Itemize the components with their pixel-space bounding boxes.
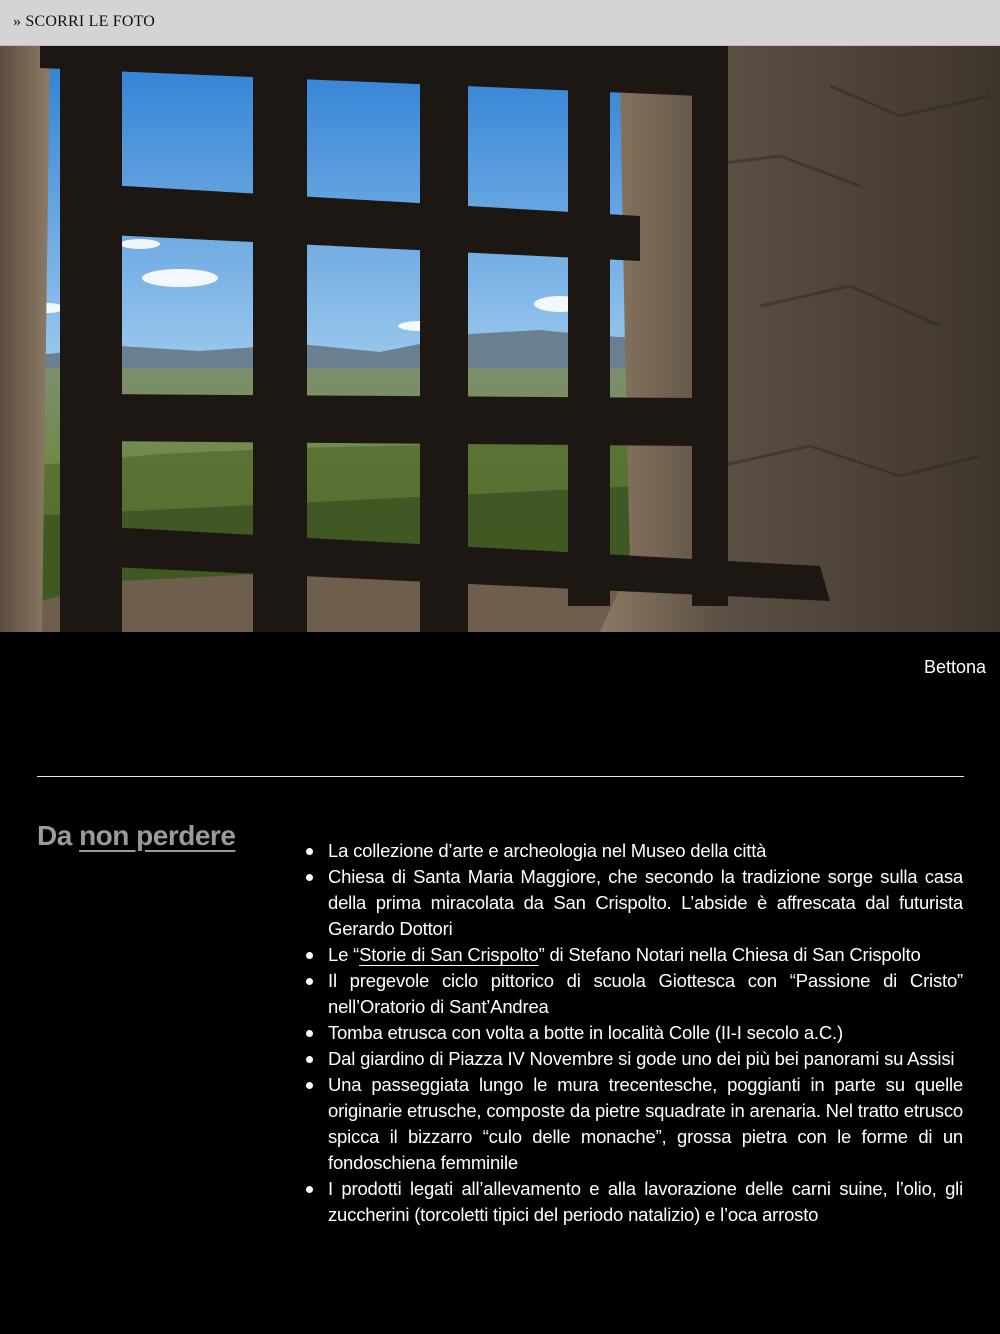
list-item: La collezione d’arte e archeologia nel Museo della città	[305, 838, 963, 864]
list-item: Le “Storie di San Crispolto” di Stefano Notari nella Chiesa di San Crispolto	[305, 942, 963, 968]
list-item: Tomba etrusca con volta a botte in località Colle (II-I secolo a.C.)	[305, 1020, 963, 1046]
section-title-prefix: Da	[37, 820, 72, 851]
photo-caption: Bettona	[923, 657, 986, 677]
photo-bettona-window	[0, 46, 1000, 632]
list-item: Il pregevole ciclo pittorico di scuola Giottesca con “Passione di Cristo” nell’Oratorio di Sant’Andrea	[305, 968, 963, 1020]
list-item: Dal giardino di Piazza IV Novembre si gode uno dei più bei panorami su Assisi	[305, 1046, 963, 1072]
section-title	[37, 820, 235, 852]
highlights-list	[305, 838, 963, 1228]
list-item: Una passeggiata lungo le mura trecentesche, poggianti in parte su quelle originarie etrusche, composte da pietre squadrate in arenaria. Nel tratto etrusco spicca il bizzarro “culo delle monache”, grossa pietra con le forme di un fondoschiena femminile	[305, 1072, 963, 1176]
section-title-link[interactable]: non perdere	[79, 820, 236, 851]
scroll-photos-link[interactable]: » SCORRI LE FOTO	[13, 13, 156, 30]
list-item: Chiesa di Santa Maria Maggiore, che secondo la tradizione sorge sulla casa della prima miracolata da San Crispolto. L’abside è affrescata dal futurista Gerardo Dottori	[305, 864, 963, 942]
top-bar	[0, 0, 1000, 46]
storie-san-crispolto-link[interactable]: Storie di San Crispolto	[359, 944, 539, 965]
section-divider	[37, 776, 964, 777]
list-item: I prodotti legati all’allevamento e alla lavorazione delle carni suine, l’olio, gli zuccherini (torcoletti tipici del periodo natalizio) e l’oca arrosto	[305, 1176, 963, 1228]
